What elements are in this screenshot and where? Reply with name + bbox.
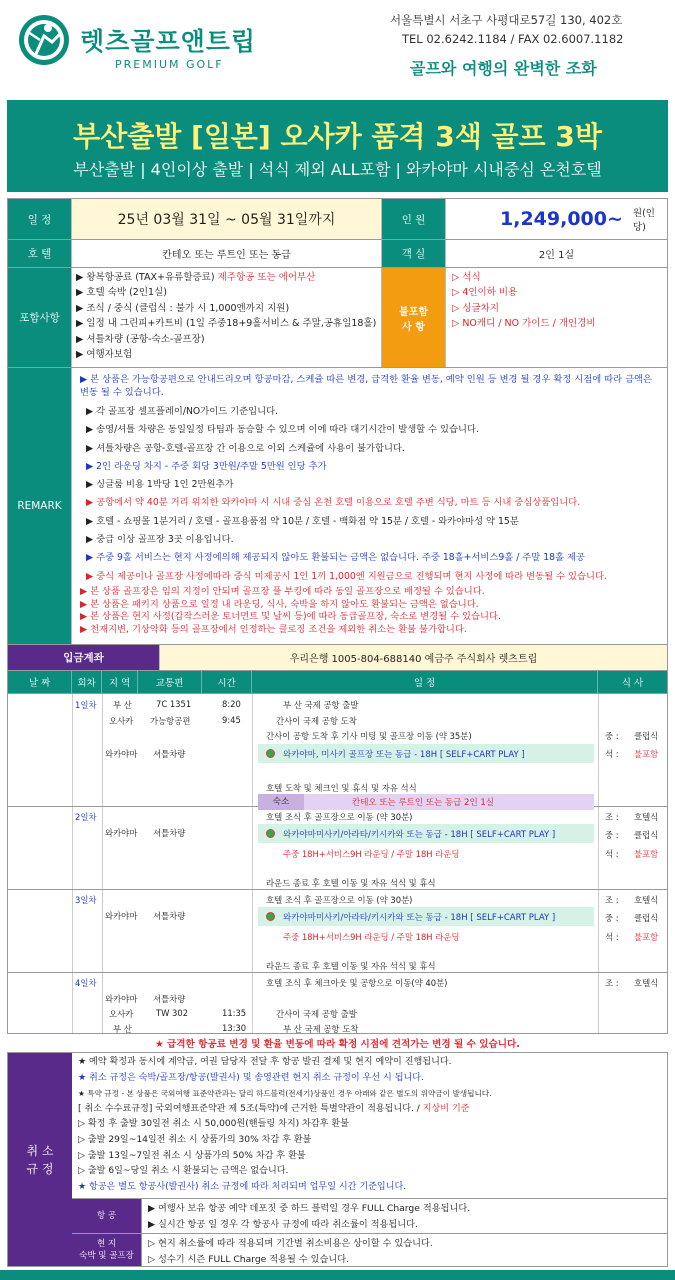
meal-key: 중 : (605, 731, 619, 741)
schedule-text: 간사이 국제 공항 출발 (276, 1009, 357, 1019)
local-line: ▷ 성수기 시즌 FULL Charge 적용될 수 있습니다. (148, 1254, 350, 1265)
round-info: 주중 18H+서비스9H 라운딩 / 주말 18H 라운딩 (283, 849, 460, 859)
day-transport: 셔틀차량 (153, 994, 186, 1004)
deposit-label: 입금계좌 (8, 645, 160, 670)
cancel-line: ▷ 출발 6일~당일 취소 시 환불되는 금액은 없습니다. (78, 1166, 289, 1177)
remark-note: ▶ 본 상품은 패키지 상품으로 일정 내 라운딩, 식사, 숙박을 하지 않아도 환불되는 금액은 없습니다. (80, 598, 479, 610)
day-city: 와카야마 (105, 828, 138, 838)
room-label: 객 실 (382, 240, 446, 267)
footer-bar (0, 1270, 675, 1280)
remark-label: REMARK (8, 368, 72, 644)
round-info: 주중 18H+서비스9H 라운딩 / 주말 18H 라운딩 (283, 932, 460, 942)
local-label: 현 지 숙박 및 골프장 (72, 1234, 142, 1266)
remark-item: ▶ 중식 제공이나 골프장 사정에따라 중식 미제공시 1인 1끼 1,000엔 지원금으로 진행되며 현지 사정에 따라 변동될 수 있습니다. (86, 570, 607, 582)
day-number: 1일차 (75, 700, 97, 710)
stay-bar: 숙소 칸테오 또는 루트인 또는 동급 2인 1실 (258, 794, 594, 810)
deposit-row (7, 645, 668, 671)
remark-item: ▶ 주중 9홀 서비스는 현지 사정에의해 제공되지 않아도 환불되는 금액은 없습니다. 주중 18홀+서비스9홀 / 주말 18홀 제공 (86, 552, 585, 564)
logo-golfer-icon (14, 10, 74, 70)
meal-key: 조 : (605, 812, 619, 822)
excluded-list (446, 268, 667, 367)
meal-key: 조 : (605, 978, 619, 988)
col-meal: 식 사 (621, 678, 644, 689)
remark-item: ▶ 싱글룸 비용 1박당 1인 2만원추가 (86, 479, 234, 491)
excluded-label: 불포함 사 항 (382, 268, 446, 367)
day-time: 11:35 (222, 1008, 247, 1018)
flight-number: TW 302 (156, 1008, 189, 1018)
air-label: 항 공 (72, 1199, 142, 1233)
cancel-line: ▷ 확정 후 출발 30일전 취소 시 50,000원(핸들링 차지) 차감후 환불 (78, 1119, 349, 1130)
schedule-text: 라운드 종료 후 호텔 이동 및 자유 석식 및 휴식 (266, 878, 436, 888)
tel-fax: TEL 02.6242.1184 / FAX 02.6007.1182 (402, 32, 624, 46)
day-city: 오사카 (109, 1009, 134, 1019)
included-item: ▶ 일정 내 그린피+카트비 (1일 주중18+9홀서비스 & 주말,공휴일18홀) (76, 318, 377, 330)
meal-value: 불포함 (634, 749, 659, 759)
meal-key: 석 : (605, 849, 619, 859)
meal-value: 호텔식 (634, 812, 659, 822)
brand-name: 렛츠골프앤트립 (80, 27, 257, 56)
schedule-text: 호텔 조식 후 체크아웃 및 공항으로 이동(약 40분) (266, 978, 448, 988)
golf-course-bar: 와카야마미사키/아라타/키시카와 또는 동급 - 18H [ SELF+CART PLAY ] (258, 824, 594, 843)
included-item: ▶ 셔틀차량 (공항-숙소-골프장) (76, 333, 205, 345)
golf-course-bar: 와카야마미사키/아라타/키시카와 또는 동급 - 18H [ SELF+CART PLAY ] (258, 907, 594, 926)
col-round: 회차 (72, 671, 102, 693)
air-line: ▶ 여행사 보유 항공 예약 데포짓 중 하드 블럭일 경우 FULL Charge 적용됩니다. (148, 1203, 471, 1214)
included-list (72, 268, 382, 367)
page-subtitle: 부산출발 | 4인이상 출발 | 석식 제외 ALL포함 | 와카야마 시내중심 온천호텔 (73, 160, 602, 179)
period-label: 일 정 (8, 199, 72, 239)
included-item: ▶ 조식 / 중식 (클럽식 : 불가 시 1,000엔까지 지원) (76, 302, 290, 314)
remark-item: ▶ 호텔 - 쇼핑몰 1분거리 / 호텔 - 골프용품점 약 10분 / 호텔 - 백화점 약 15분 / 호텔 - 와카야마성 약 15분 (86, 515, 519, 527)
meal-value: 클럽식 (634, 731, 659, 741)
meal-key: 중 : (605, 913, 619, 923)
remark-note: ▶ 본 상품은 현지 사정(갑작스러운 토너먼트 및 날씨 등)에 따라 동급골프장, 숙소로 변경될 수 있습니다. (80, 611, 501, 623)
schedule-text: 부 산 국제 공항 도착 (283, 1024, 359, 1034)
excluded-item: ▷ NO캐디 / NO 가이드 / 개인경비 (452, 318, 596, 330)
meal-value: 호텔식 (634, 978, 659, 988)
day-city: 와카야마 (105, 911, 138, 921)
day-number: 2일차 (75, 812, 97, 822)
day-city: 부 산 (113, 1024, 132, 1034)
flight-number: 7C 1351 (156, 699, 192, 709)
included-item: ▶ 여행자보험 (76, 349, 133, 361)
remark-note: ▶ 천재지변, 기상악화 등의 골프장에서 인정하는 클로징 조건을 제외한 취소는 환불 불가합니다. (80, 623, 467, 635)
meal-value: 불포함 (634, 849, 659, 859)
slogan: 골프와 여행의 완벽한 조화 (410, 59, 597, 78)
price-cell (446, 199, 667, 239)
day-city: 오사카 (109, 716, 134, 726)
day-transport: 셔틀차량 (153, 828, 186, 838)
day-number: 3일차 (75, 895, 97, 905)
remark-note: ▶ 본 상품 골프장은 임의 지정이 안되며 골프장 풀 부킹에 따라 동일 골프장으로 배정될 수 있습니다. (80, 585, 485, 597)
col-date: 날 짜 (8, 671, 72, 693)
price-value: 1,249,000~ (500, 208, 623, 230)
period-value: 25년 03월 31일 ~ 05월 31일까지 (72, 199, 382, 239)
day-time: 8:20 (222, 699, 241, 709)
remark-item: ▶ 공항에서 약 40분 거리 위치한 와카야마 시 시내 중심 온천 호텔 이용으로 호텔 주변 식당, 마트 등 시내 중심상품입니다. (86, 497, 581, 509)
day-transport: 가능항공편 (150, 716, 191, 726)
page-title: 부산출발 [일본] 오사카 품격 3색 골프 3박 (73, 120, 602, 153)
day-time: 9:45 (222, 715, 241, 725)
cancel-label: 취 소 규 정 (8, 1053, 72, 1266)
cancel-line: ▷ 출발 29일~14일전 취소 시 상품가의 30% 차감 후 환불 (78, 1134, 312, 1145)
remark-item: ▶ 셔틀차량은 공항-호텔-골프장 간 이용으로 이외 스케쥴에 사용이 불가합니다. (86, 442, 405, 454)
hotel-row (7, 240, 668, 268)
cancel-policy (7, 1052, 668, 1267)
cancel-line: ★ 예약 확정과 동시에 계약금, 여권 담당자 전달 후 항공 발권 결제 및 현지 예약이 진행됩니다. (78, 1057, 452, 1067)
period-row (7, 198, 668, 240)
excluded-item: ▷ 4인이하 비용 (452, 287, 518, 299)
itinerary-table (7, 694, 668, 1034)
real-cost-note: 지상비 기준 (422, 1103, 470, 1114)
included-item: ▶ 호텔 숙박 (2인1실) (76, 287, 167, 299)
deposit-account: 우리은행 1005-804-688140 예금주 주식회사 렛츠트립 (289, 654, 538, 665)
meal-value: 클럽식 (634, 913, 659, 923)
address: 서울특별시 서초구 사평대로57길 130, 402호 (390, 13, 623, 27)
cancel-line: ★ 항공은 별도 항공사(발권사) 취소 규정에 따라 처리되며 업무일 시간 기준입니다. (78, 1181, 407, 1192)
meal-key: 조 : (605, 895, 619, 905)
meal-value: 호텔식 (634, 895, 659, 905)
remark-intro: ▶ 본 상품은 가능항공편으로 안내드리오며 항공마감, 스케쥴 따른 변경, 급격한 환율 변동, 예약 인원 등 변경 될 경우 확정 시점에 따라 금액은 변동 될 수 있습니다. (80, 374, 653, 398)
inclusions-row (7, 268, 668, 368)
remark-item: ▶ 송영/셔틀 차량은 동일일정 타팀과 동승할 수 있으며 이에 따라 대기시간이 발생할 수 있습니다. (86, 424, 479, 436)
hotel-label: 호 텔 (8, 240, 72, 267)
cancel-line: [ 취소 수수료규정] 국외여행표준약관 제 5조(특약)에 근거한 특별약관이 적용됩니다. / 지상비 기준 (78, 1103, 470, 1114)
air-line: ▶ 실시간 항공 일 경우 각 항공사 규정에 따라 취소률이 적용됩니다. (148, 1219, 418, 1230)
day-transport: 셔틀차량 (153, 911, 186, 921)
hotel-value: 칸테오 또는 루트인 또는 동급 (72, 240, 382, 267)
airline-name: 제주항공 또는 에어부산 (217, 272, 316, 283)
col-region: 지 역 (102, 671, 138, 693)
col-schedule: 일 정 (252, 671, 598, 693)
remark-item: ▶ 각 골프장 셀프플레이/NO가이드 기준입니다. (86, 406, 279, 417)
schedule-text: 호텔 도착 및 체크인 및 휴식 및 자유 석식 (266, 783, 417, 793)
schedule-text: 간사이 국제 공항 도착 (276, 716, 357, 726)
brand-subtitle: PREMIUM GOLF (115, 58, 224, 71)
golf-course-bar: 와카야마, 미사키 골프장 또는 동급 - 18H [ SELF+CART PLAY ] (258, 744, 594, 763)
meal-value: 불포함 (634, 932, 659, 942)
cancel-line: ★ 특약 규정 - 본 상품은 국외여행 표준약관과는 달리 하드블럭(전세기)상품인 경우 아래와 같은 별도의 위약금이 발생됩니다. (78, 1089, 492, 1099)
remark-item: ▶ 중급 이상 골프장 3곳 이용입니다. (86, 534, 234, 546)
title-banner (7, 100, 668, 192)
meal-key: 석 : (605, 749, 619, 759)
meal-key: 석 : (605, 932, 619, 942)
day-city: 와카야마 (105, 994, 138, 1004)
schedule-text: 호텔 조식 후 골프장으로 이동 (약 30분) (266, 895, 413, 905)
col-transport: 교통편 (138, 671, 202, 693)
cancel-body (72, 1053, 667, 1198)
col-time: 시간 (202, 671, 252, 693)
day-number: 4일차 (75, 978, 97, 988)
golf-flag-icon (266, 912, 275, 921)
day-transport: 셔틀차량 (153, 749, 186, 759)
local-policy (72, 1233, 667, 1266)
itinerary-header (7, 671, 668, 694)
day-time: 13:30 (222, 1023, 247, 1033)
included-item: ▶ 왕복항공료 (TAX+유류할증료) 제주항공 또는 에어부산 (76, 272, 316, 283)
schedule-text: 간사이 공항 도착 후 기사 미팅 및 골프장 이동 (약 35분) (266, 731, 472, 741)
meal-value: 클럽식 (634, 830, 659, 840)
day-city: 와카야마 (105, 749, 138, 759)
remark-row (7, 368, 668, 645)
meal-key: 중 : (605, 830, 619, 840)
golf-flag-icon (266, 829, 275, 838)
cancel-line: ★ 취소 규정은 숙박/골프장/항공(발권사) 및 송영관련 현지 취소 규정이 우선 시 됩니다. (78, 1072, 424, 1083)
schedule-text: 라운드 종료 후 호텔 이동 및 자유 석식 및 휴식 (266, 961, 436, 971)
schedule-text: 호텔 조식 후 골프장으로 이동 (약 30분) (266, 812, 413, 822)
local-line: ▷ 현지 취소률에 따라 적용되며 기간별 취소비용은 상이할 수 있습니다. (148, 1238, 433, 1249)
air-policy (72, 1198, 667, 1233)
remark-item: ▶ 2인 라운딩 차지 - 주중 회당 3만원/주말 5만원 인당 추가 (86, 460, 327, 472)
excluded-item: ▷ 석식 (452, 272, 481, 283)
excluded-item: ▷ 싱글차지 (452, 302, 500, 314)
golf-flag-icon (266, 749, 275, 758)
room-value: 2인 1실 (538, 250, 575, 261)
persons-label: 인 원 (382, 199, 446, 239)
price-unit: 원(인당) (632, 208, 655, 233)
schedule-text: 부 산 국제 공항 출발 (283, 700, 359, 710)
remark-body (72, 368, 667, 644)
price-warning: ★ 급격한 항공료 변경 및 환율 변동에 따라 확정 시점에 견적가는 변경 될 수 있습니다. (155, 1039, 520, 1050)
day-city: 부 산 (113, 700, 132, 710)
cancel-line: ▷ 출발 13일~7일전 취소 시 상품가의 50% 차감 후 환불 (78, 1150, 306, 1161)
included-label: 포함사항 (8, 268, 72, 367)
